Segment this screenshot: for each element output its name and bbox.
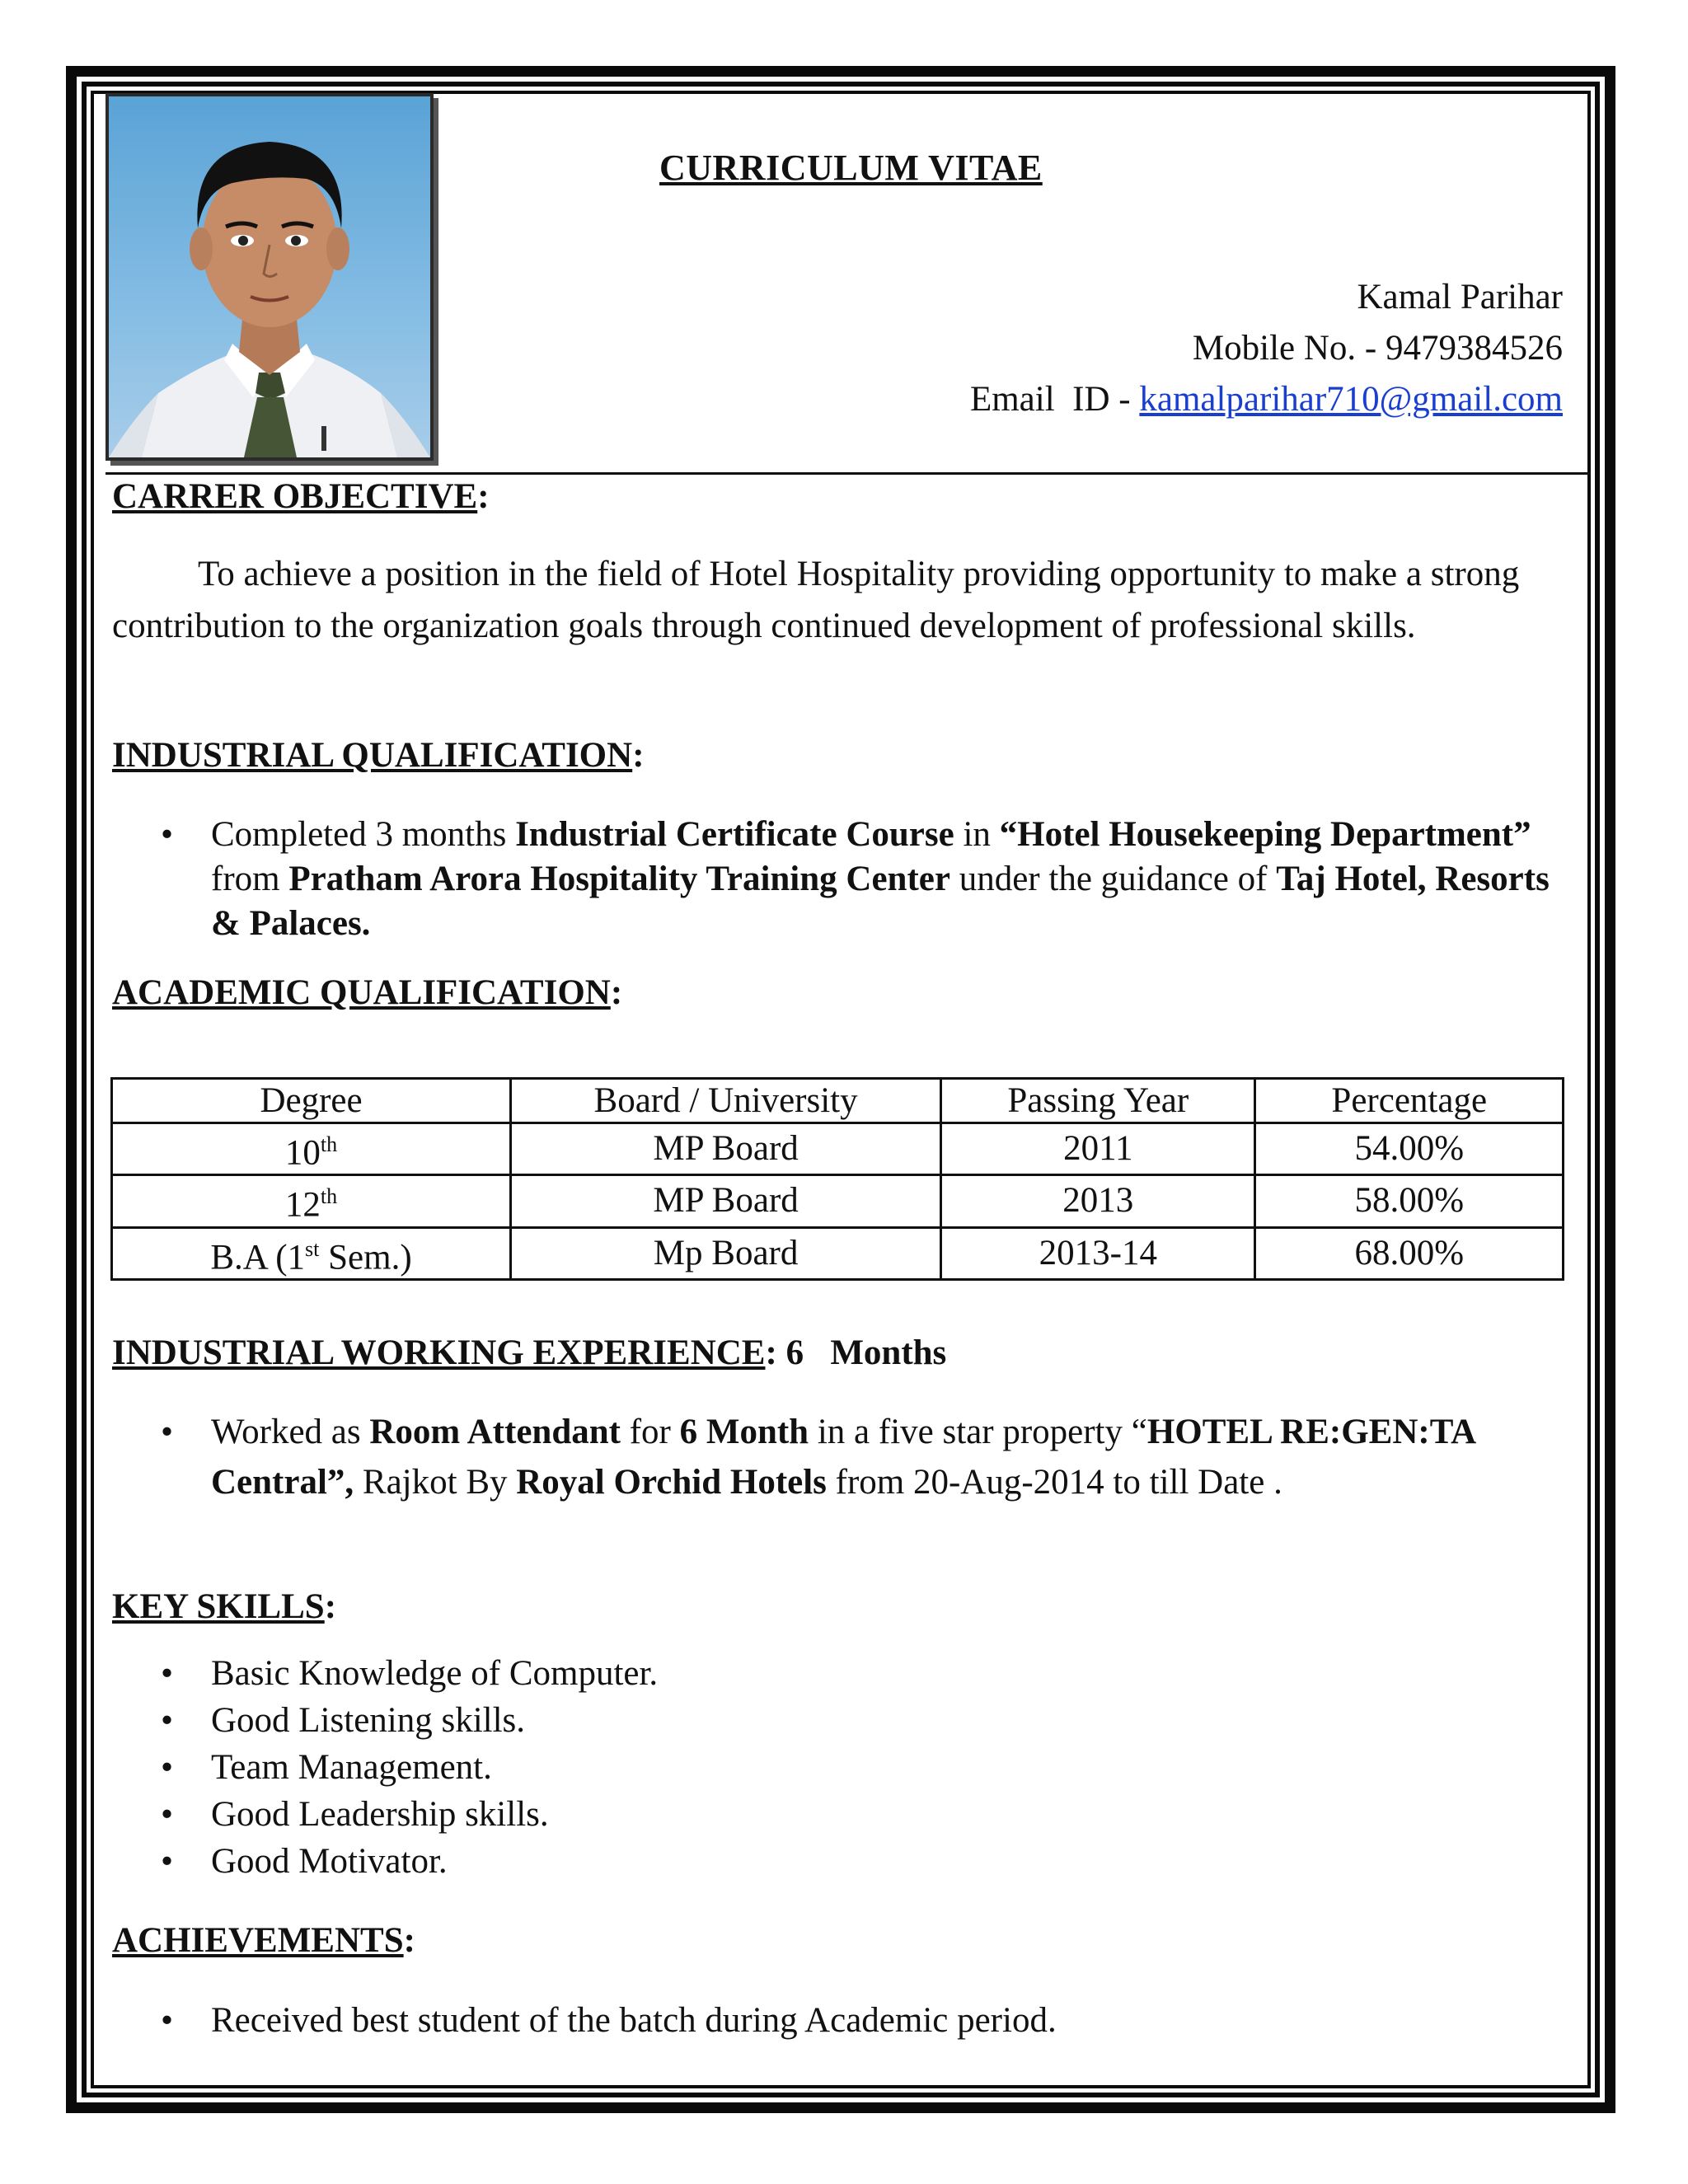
table-header-cell: Passing Year bbox=[941, 1079, 1255, 1123]
degree-text: 12 bbox=[284, 1185, 321, 1225]
achievements-heading-text: ACHIEVEMENTS bbox=[112, 1921, 404, 1960]
list-item bbox=[161, 1791, 658, 1838]
percentage-cell: 54.00% bbox=[1255, 1123, 1564, 1175]
degree-suffix: th bbox=[320, 1184, 338, 1209]
exp-hotel: HOTEL RE:GEN:TA Central”, bbox=[211, 1413, 1475, 1502]
table-row bbox=[112, 1175, 1564, 1227]
exp-company: Royal Orchid Hotels bbox=[516, 1463, 827, 1502]
iq-course: Industrial Certificate Course bbox=[515, 815, 954, 854]
experience-heading bbox=[112, 1333, 946, 1373]
skill-text: Good Motivator. bbox=[211, 1842, 448, 1881]
experience-heading-text: INDUSTRIAL WORKING EXPERIENCE bbox=[112, 1333, 766, 1372]
list-item bbox=[161, 1744, 658, 1791]
bullet-icon: • bbox=[161, 1701, 174, 1740]
degree-cell bbox=[112, 1175, 511, 1227]
degree-text: 10 bbox=[284, 1133, 321, 1173]
exp-duration: 6 Month bbox=[679, 1413, 809, 1451]
email-label: Email ID - bbox=[969, 380, 1140, 419]
mobile-label: Mobile No. - bbox=[1192, 329, 1386, 368]
industrial-qualification-heading-colon: : bbox=[632, 736, 645, 775]
table-header-row bbox=[112, 1079, 1564, 1123]
academic-table bbox=[110, 1077, 1564, 1281]
candidate-name: Kamal Parihar bbox=[1357, 278, 1563, 316]
degree-tail: Sem.) bbox=[319, 1237, 412, 1277]
bullet-icon: • bbox=[161, 1654, 174, 1693]
table-row bbox=[112, 1227, 1564, 1279]
industrial-qualification-item bbox=[161, 813, 1566, 946]
list-item bbox=[161, 1650, 659, 1697]
contact-block bbox=[970, 272, 1563, 425]
skills-heading-text: KEY SKILLS bbox=[112, 1587, 325, 1626]
bullet-icon: • bbox=[161, 1842, 174, 1881]
table-header-cell: Percentage bbox=[1255, 1079, 1564, 1123]
industrial-qualification-text bbox=[211, 813, 1566, 946]
degree-text: B.A (1 bbox=[210, 1237, 306, 1277]
skill-text: Good Listening skills. bbox=[211, 1701, 526, 1740]
degree-cell bbox=[112, 1123, 511, 1175]
iq-part: Completed 3 months bbox=[211, 815, 516, 854]
industrial-qualification-heading-text: INDUSTRIAL QUALIFICATION bbox=[112, 736, 633, 775]
skills-heading bbox=[112, 1586, 336, 1627]
objective-text: To achieve a position in the field of Hotel Hospitality providing opportunity to make a strong contribution to the organization goals through continued development of professional skills. bbox=[112, 555, 1520, 645]
exp-part: for bbox=[620, 1413, 680, 1451]
degree-cell bbox=[112, 1227, 511, 1279]
board-cell: Mp Board bbox=[511, 1227, 941, 1279]
year-cell: 2013 bbox=[941, 1175, 1255, 1227]
achievement-text: Received best student of the batch during Academic period. bbox=[211, 2001, 1057, 2040]
iq-part: in bbox=[954, 815, 1000, 854]
experience-item bbox=[161, 1407, 1566, 1507]
exp-part: from 20-Aug-2014 to till Date . bbox=[826, 1463, 1282, 1502]
exp-part: Rajkot By bbox=[354, 1463, 517, 1502]
bullet-icon: • bbox=[161, 2001, 174, 2040]
year-cell: 2011 bbox=[941, 1123, 1255, 1175]
objective-heading-colon: : bbox=[477, 477, 490, 516]
academic-heading-colon: : bbox=[610, 973, 623, 1012]
skills-list bbox=[161, 1650, 659, 1885]
email-link[interactable]: kamalparihar710@gmail.com bbox=[1139, 380, 1563, 419]
objective-heading-text: CARRER OBJECTIVE bbox=[112, 477, 478, 516]
bullet-icon: • bbox=[161, 1748, 174, 1787]
exp-part: in a five star property “ bbox=[809, 1413, 1147, 1451]
iq-part: under the guidance of bbox=[950, 860, 1277, 898]
board-cell: MP Board bbox=[511, 1175, 941, 1227]
document-title: CURRICULUM VITAE bbox=[659, 148, 1043, 188]
experience-duration: 6 Months bbox=[776, 1333, 947, 1372]
iq-guidance: Taj Hotel, Resorts & Palaces. bbox=[211, 860, 1550, 943]
academic-heading-text: ACADEMIC QUALIFICATION bbox=[112, 973, 611, 1012]
year-cell: 2013-14 bbox=[941, 1227, 1255, 1279]
achievements-heading-colon: : bbox=[403, 1921, 415, 1960]
mobile-number: 9479384526 bbox=[1386, 329, 1563, 368]
table-header-cell: Board / University bbox=[511, 1079, 941, 1123]
iq-part: from bbox=[211, 860, 289, 898]
experience-heading-colon: : bbox=[765, 1333, 777, 1372]
experience-text bbox=[211, 1407, 1566, 1507]
skill-text: Good Leadership skills. bbox=[211, 1795, 549, 1834]
academic-heading bbox=[112, 972, 622, 1013]
degree-suffix: st bbox=[305, 1236, 320, 1261]
objective-heading bbox=[112, 476, 490, 517]
iq-department: “Hotel Housekeeping Department” bbox=[999, 815, 1531, 854]
mobile-line bbox=[970, 323, 1563, 374]
exp-role: Room Attendant bbox=[369, 1413, 621, 1451]
exp-part: Worked as bbox=[211, 1413, 370, 1451]
table-header-cell: Degree bbox=[112, 1079, 511, 1123]
percentage-cell: 58.00% bbox=[1255, 1175, 1564, 1227]
skill-text: Team Management. bbox=[211, 1748, 492, 1787]
bullet-icon: • bbox=[161, 1795, 174, 1834]
profile-photo bbox=[106, 93, 434, 461]
achievements-heading bbox=[112, 1920, 415, 1961]
bullet-icon: • bbox=[161, 815, 174, 854]
profile-photo-illustration bbox=[109, 96, 430, 457]
bullet-icon: • bbox=[161, 1413, 174, 1451]
board-cell: MP Board bbox=[511, 1123, 941, 1175]
industrial-qualification-heading bbox=[112, 735, 645, 776]
list-item bbox=[161, 1697, 658, 1744]
skills-heading-colon: : bbox=[324, 1587, 337, 1626]
email-line bbox=[970, 374, 1563, 425]
table-row bbox=[112, 1123, 1564, 1175]
iq-center: Pratham Arora Hospitality Training Center bbox=[288, 860, 950, 898]
percentage-cell: 68.00% bbox=[1255, 1227, 1564, 1279]
degree-suffix: th bbox=[320, 1132, 338, 1156]
achievement-item bbox=[161, 1999, 1566, 2043]
list-item bbox=[161, 1838, 658, 1885]
header-divider bbox=[106, 472, 1591, 475]
skill-text: Basic Knowledge of Computer. bbox=[211, 1654, 659, 1693]
